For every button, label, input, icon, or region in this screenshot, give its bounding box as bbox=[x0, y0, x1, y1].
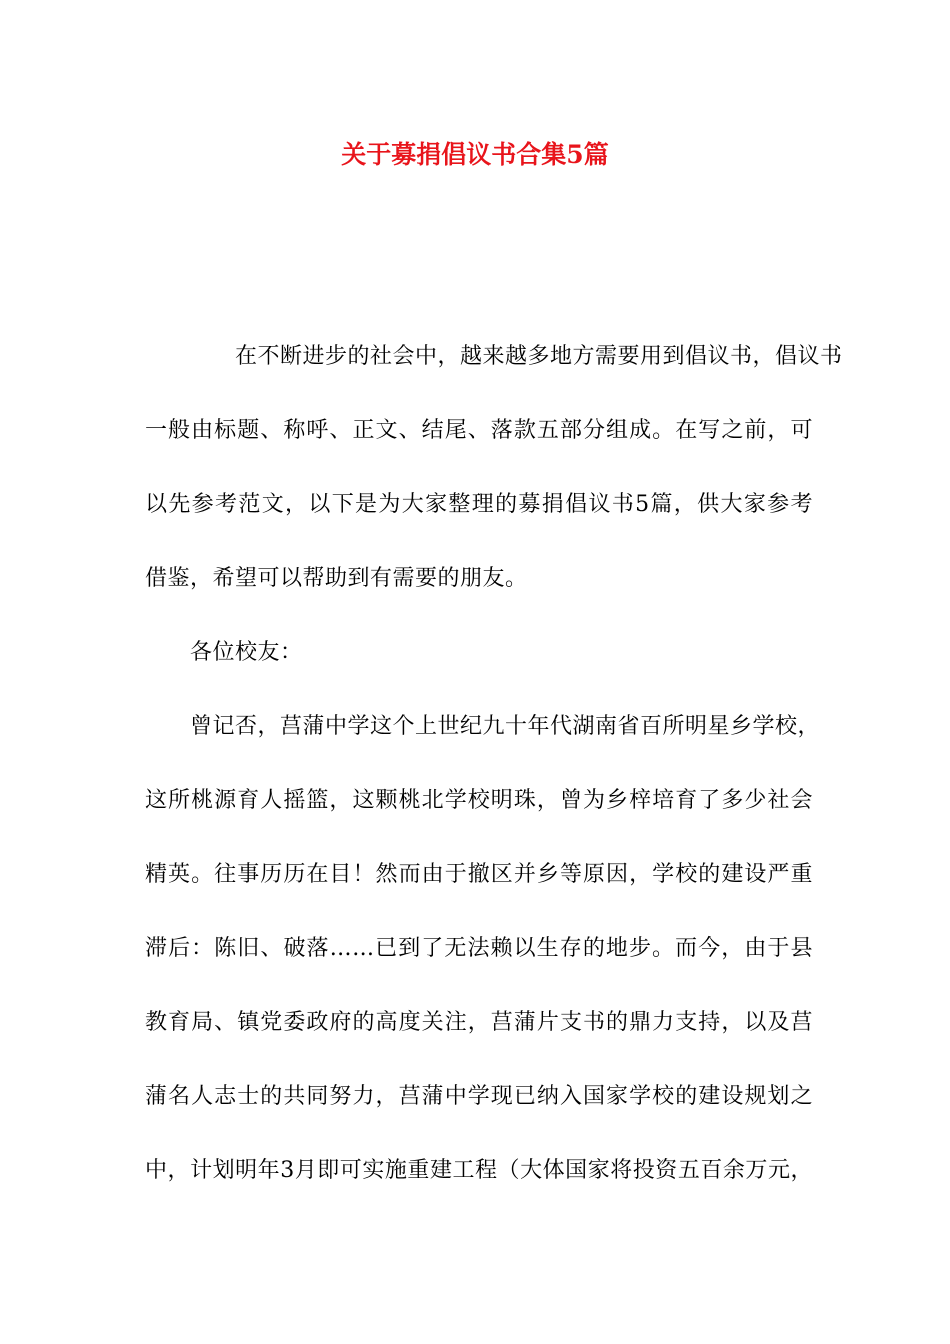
text-line: 这所桃源育人摇篮，这颗桃北学校明珠，曾为乡梓培育了多少社会 bbox=[145, 788, 813, 813]
text-line: 蒲名人志士的共同努力，莒蒲中学现已纳入国家学校的建设规划之 bbox=[145, 1084, 813, 1109]
document-title: 关于募捐倡议书合集5篇 bbox=[341, 140, 609, 169]
text-line: 滞后：陈旧、破落……已到了无法赖以生存的地步。而今，由于县 bbox=[145, 936, 813, 961]
paragraph-body bbox=[145, 690, 821, 1208]
text-line: 以先参考范文，以下是为大家整理的募捐倡议书5篇，供大家参考 bbox=[145, 492, 813, 517]
text-line: 精英。往事历历在目！然而由于撤区并乡等原因，学校的建设严重 bbox=[145, 862, 813, 887]
document-body bbox=[145, 320, 843, 1208]
text-line: 曾记否，莒蒲中学这个上世纪九十年代湖南省百所明星乡学校， bbox=[190, 714, 821, 739]
text-line: 教育局、镇党委政府的高度关注，莒蒲片支书的鼎力支持，以及莒 bbox=[145, 1010, 813, 1035]
text-line: 在不断进步的社会中，越来越多地方需要用到倡议书，倡议书 bbox=[235, 344, 843, 369]
text-line: 借鉴，希望可以帮助到有需要的朋友。 bbox=[145, 566, 528, 591]
text-line: 一般由标题、称呼、正文、结尾、落款五部分组成。在写之前，可 bbox=[145, 418, 813, 443]
salutation-line: 各位校友： bbox=[190, 640, 303, 665]
text-line: 中，计划明年3月即可实施重建工程（大体国家将投资五百余万元， bbox=[145, 1158, 813, 1183]
paragraph-salutation bbox=[145, 616, 813, 690]
paragraph-intro bbox=[145, 320, 843, 616]
